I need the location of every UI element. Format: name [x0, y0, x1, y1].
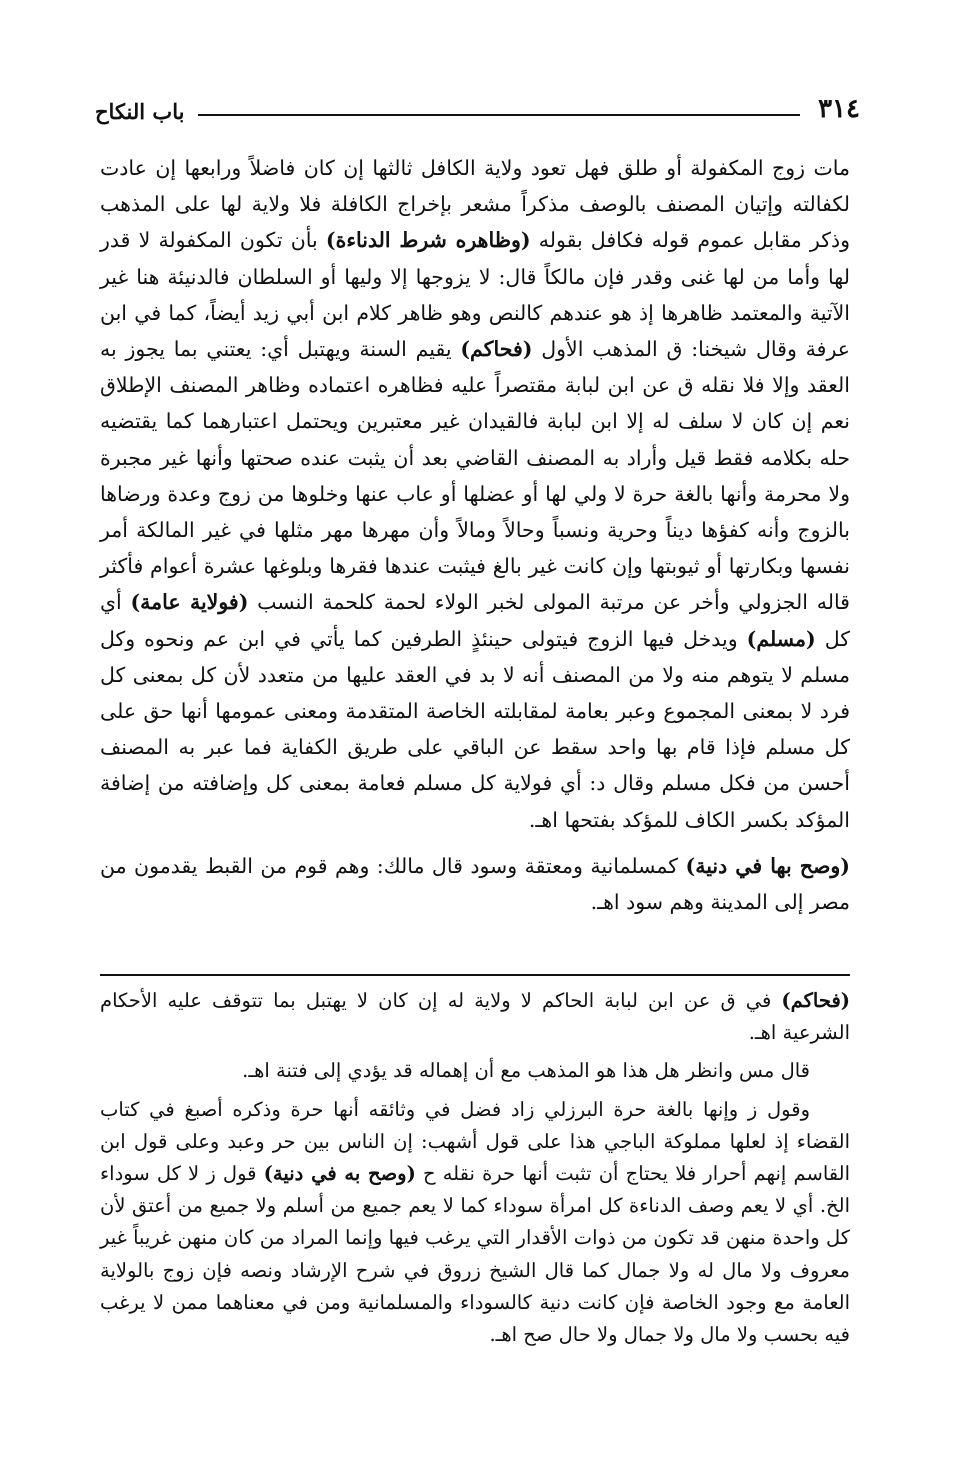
note-paragraph [100, 1055, 850, 1087]
main-text [100, 150, 850, 920]
note-quote: (وصح به في دنية) [263, 1162, 416, 1186]
page-number: ٣١٤ [818, 94, 860, 124]
main-text-span: مات زوج المكفولة أو طلق فهل تعود ولاية الكافل ثالثها إن كان فاضلاً ورابعها إن عادت لكفالته وإتيان المصنف بالوصف مذكراً مشعر بإخراج الكافلة فلا ولاية لها على المذهب وذكر مقابل عموم قوله فكافل بقوله [100, 156, 850, 253]
note-text-span: وقول ز وإنها بالغة حرة البرزلي زاد فضل في وثائقه أنها حرة وذكره أصبغ في كتاب القضاء إذ لعلها مملوكة الباجي هذا على قول أشهب: إن الناس بين حر وعبد وعلى قول ابن القاسم إنهم أحرار فلا يحتاج أن تثبت أنها حرة نقله ح [100, 1097, 850, 1186]
chapter-title: باب النكاح [95, 99, 185, 124]
main-text-span: كمسلمانية ومعتقة وسود قال مالك: وهم قوم من القبط يقدمون من مصر إلى المدينة وهم سود اهـ. [100, 853, 850, 915]
main-text-span: بأن تكون المكفولة لا قدر لها وأما من لها غنى وقدر فإن مالكاً قال: لا يزوجها إلا وليها أو السلطان فالدنيئة هنا غير الآتية والمعتمد ظاهرها إذ هو عندهم كالنص وهو ظاهر كلام ابن أبي زيد أيضاً، كما في ابن عرفة وقال شيخنا: ق المذهب الأول [100, 228, 850, 362]
matn-quote: (مسلم) [746, 626, 816, 651]
note-text-span: قال مس وانظر هل هذا هو المذهب مع أن إهماله قد يؤدي إلى فتنة اهـ. [242, 1059, 810, 1083]
main-paragraph [100, 848, 850, 920]
matn-quote: (وصح بها في دنية) [685, 853, 850, 878]
footnote-divider [100, 974, 850, 976]
main-text-span: ويدخل فيها الزوج فيتولى حينئذٍ الطرفين كما يأتي في ابن عم ونحوه وكل مسلم لا يتوهم منه ولا من المصنف أنه لا بد في العقد عليها من متعدد لأن كل بمعنى كل فرد لا بمعنى المجموع وعبر بعامة لمقابلته الخاصة المتقدمة ومعنى عمومها أنها حق على كل مسلم فإذا قام بها واحد سقط عن الباقي على طريق الكفاية فما عبر به المصنف أحسن من فكل مسلم وقال د: أي فولاية كل مسلم فعامة بمعنى كل وإضافته من إضافة المؤكد بكسر الكاف للمؤكد بفتحها اهـ. [100, 626, 850, 832]
note-paragraph [100, 985, 850, 1049]
header-rule [198, 114, 800, 116]
matn-quote: (وظاهره شرط الدناءة) [325, 228, 531, 253]
note-quote: (فحاكم) [781, 989, 850, 1012]
matn-quote: (فحاكم) [460, 337, 533, 362]
main-text-span: أي كل [100, 590, 850, 651]
page-header [95, 82, 860, 122]
footnotes [100, 985, 850, 1351]
main-paragraph [100, 150, 850, 838]
note-text-span: في ق عن ابن لبابة الحاكم لا ولاية له إن كان لا يهتبل بما تتوقف عليه الأحكام الشرعية اهـ. [100, 989, 850, 1045]
note-paragraph [100, 1094, 850, 1352]
note-text-span: قول ز لا كل سوداء الخ. أي لا يعم وصف الدناءة كل امرأة سوداء كما لا يعم جميع من أسلم ولا جميع من أعتق لأن كل واحدة منهن قد تكون من ذوات الأقدار التي يرغب فيها وإنما المراد من كان منهن غريباً غير معروف ولا مال له ولا جمال كما قال الشيخ زروق في شرح الإرشاد ونصه فإن زوج بالولاية العامة مع وجود الخاصة فإن كانت دنية كالسوداء والمسلمانية ومن في معناهما ممن لا يرغب فيه بحسب ولا مال ولا جمال ولا حال صح اهـ. [100, 1162, 850, 1347]
matn-quote: (فولاية عامة) [130, 590, 249, 615]
main-text-span: يقيم السنة ويهتبل أي: يعتني بما يجوز به العقد وإلا فلا نقله ق عن ابن لبابة مقتصراً عليه فظاهره اعتماده وظاهر المصنف الإطلاق نعم إن كان لا سلف له إلا ابن لبابة فالقيدان غير معتبرين ويحتمل اعتبارهما كما يقتضيه حله بكلامه فقط قيل وأراد به المصنف القاضي بعد أن يثبت عنده صحتها وأنها غير مجبرة ولا محرمة وأنها بالغة حرة لا ولي لها أو عضلها أو عاب عنها وخلوها من زوج وعدة ورضاها بالزوج وأنه كفؤها ديناً وحرية ونسباً وحالاً ومالاً وأن مهرها مهر مثلها في غير المالكة أمر نفسها وبكارتها أو ثيوبتها وإن كانت غير بالغ فيثبت عندها فقرها وبلوغها عشرة أعوام فأكثر قاله الجزولي وأخر عن مرتبة المولى لخبر الولاء لحمة كلحمة النسب [100, 337, 850, 615]
